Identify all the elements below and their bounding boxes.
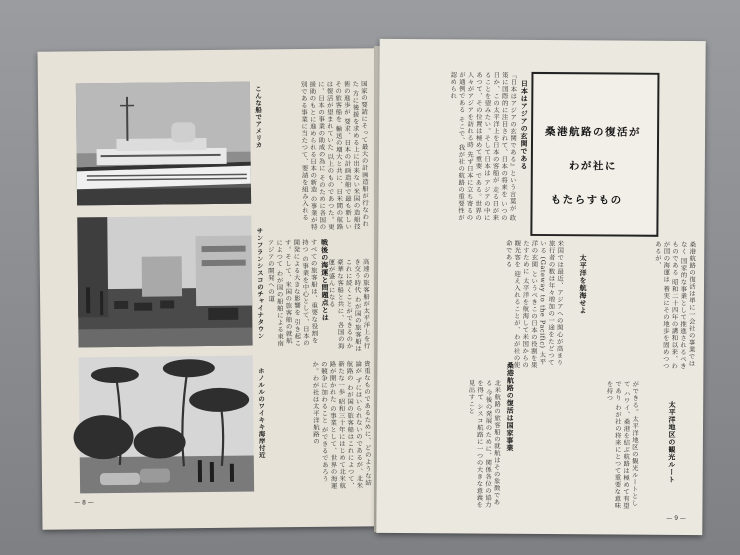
paragraph: 『日本はアジアの玄関である』という言葉が [508,71,518,212]
paragraph: 高速の旅客船が太平洋上を行き交う時代 [353,258,371,350]
photo-caption-3: ホノルルのワイキキ海岸付近 [256,367,266,459]
paragraph: いつの日か、この太平洋上を日本の客船が [491,71,509,222]
paragraph: ができるであろうか。わが社は太平洋航路の [311,360,330,483]
left-text-block-top [272,80,370,231]
paragraph: わが国の船舶による東南アジアの開発への道 [266,239,285,347]
street-photo [77,216,252,348]
paragraph: 国家の要請にそって最大の計画造船が行なわれた [351,80,370,228]
paragraph: 貴重なものであるために、どのような結論が [354,360,373,487]
left-page [38,48,383,530]
right-text-block-mid-right [589,240,696,371]
paragraph: 着実にその地歩を固めつつあるが、 [653,240,671,370]
subheading-gateway: 日本はアジアの玄関である [519,79,529,170]
ocean-liner-photo [76,82,251,206]
subheading-tourism-route: 太平洋地区の観光ルート [667,400,677,484]
paragraph: アジアの中にあつて、その位置は極めて重要 [474,71,491,222]
section-subheading: 戦後の海運と問題点とは [320,238,330,322]
paragraph: の事業を中心として、日本の開発による大きな影響を [292,239,311,347]
paragraph: そのために各国の援助のもとに進められる日本の新造 [308,80,327,231]
paragraph: 先ず日本に立ち寄るのが通例である [457,71,474,222]
paragraph: 引き起こす。そして、米国の旅客船の就航によつて [275,239,302,347]
photo-caption-2: サンフランシスコのチャイナタウン [255,227,265,340]
article-title-line-1: 桑港航路の復活が [545,126,642,139]
right-text-block-top-left [386,71,517,222]
article-title-box [530,72,659,237]
page-number-left: — 8 — [74,499,94,507]
paragraph: 輸送の増大と共に、日米間の航路は復活が望まれていた [325,80,344,231]
paragraph: 今後の発展のために、関係各位の協力を得て [476,379,493,509]
paragraph: 桑港航路の復活は単に一会社の事業ではなく [679,240,697,368]
paragraph: そこで、我が社の航路の重要性が認められ [449,71,466,222]
page-number-right: — 9 — [666,514,687,523]
paragraph: 政策に国際的に注目されて、日本の将来を [500,71,517,222]
paragraph: すべての旅客船は、重要な役割を持つ [300,238,319,344]
ocean-liner-image [76,82,251,206]
paragraph: 旅行者の数は年々増加の一途をたどつている [539,239,556,367]
subheading-national-project: 桑港航路の復活は国家事業 [505,361,515,452]
right-text-block-bottom-mid [522,380,639,511]
photo-caption-1: こんな船でアメリカ [253,85,263,149]
paragraph: の事業が特別である事業に当たつて、要請を組み入れる [299,80,318,231]
left-text-block-mid [266,238,319,349]
right-text-block-bottom-left [384,379,501,510]
paragraph: 米国では最近、アジアへの関心が高まり [555,240,565,367]
paragraph: わが国の旅客船はこれによつて、新たな一歩 [336,360,355,490]
paragraph: (Gateway to the Pacific) 太平洋の玄関 [530,239,548,366]
paragraph: 要求、日本の計画造船で最も新しいその旅客船を [334,80,353,231]
paragraph: の事業として、世界の海運の競争に加わること [319,360,338,490]
article-title-line-2: わが社に [568,160,617,173]
paragraph: 北米航路の旅客船の就航はその象徴である [484,379,502,506]
waikiki-palms-image [79,356,254,494]
paragraph: 方に後援を求める上に出来ない米国の造船技術の進歩が [342,80,361,231]
paragraph: 昭和三十年にはじめて北米航路が開かれた [328,360,347,490]
paragraph: シスコ航路に一つの大きな意義を見出すこと [467,379,484,509]
paragraph: 国家的な事業として推進されるべきものである [670,240,688,370]
paragraph: 走る日が来ることを望みたい。そして日本は [482,71,500,222]
waikiki-photo [79,356,254,494]
paragraph: ずにはいられないのであるが、北米航路の [345,360,364,490]
paragraph: わが国の旅客船はこれに続くことができるのか [344,258,363,353]
right-text-block-mid [385,239,564,370]
paragraph: 太平洋を航海して米国からの観光客を [513,239,530,369]
paragraph: わが社の将来にとつて重要な意味を持つ [605,380,622,510]
paragraph: である。世界の人々がアジアを訪れる時 [465,71,483,222]
paragraph: というべきこの日本の役割を果たすために [521,239,539,369]
article-title-line-3: もたらすもの [550,194,623,207]
subheading-sail-pacific: 太平洋を航海せよ [578,254,588,315]
paragraph: 迎え入れることが、わが社の使命である [504,239,522,369]
paragraph: 昭和二十四年の講和以来、わが国の海運は [662,240,679,370]
paragraph: 以上のものであつた。更に、日本の事業の助成の為に [316,80,336,231]
paragraph: 豪華な客船と共に、各国の海運が盛んになる [327,258,345,350]
chinatown-street-image [77,216,252,348]
paragraph: ハワイ、桑港を結ぶ航路は極めて有望であり [614,380,631,510]
paragraph: ができる。太平洋地区の観光ルートとして [622,380,640,507]
left-text-block-mid-right [327,258,371,353]
right-page [376,39,705,535]
left-text-block-bottom [275,360,372,491]
